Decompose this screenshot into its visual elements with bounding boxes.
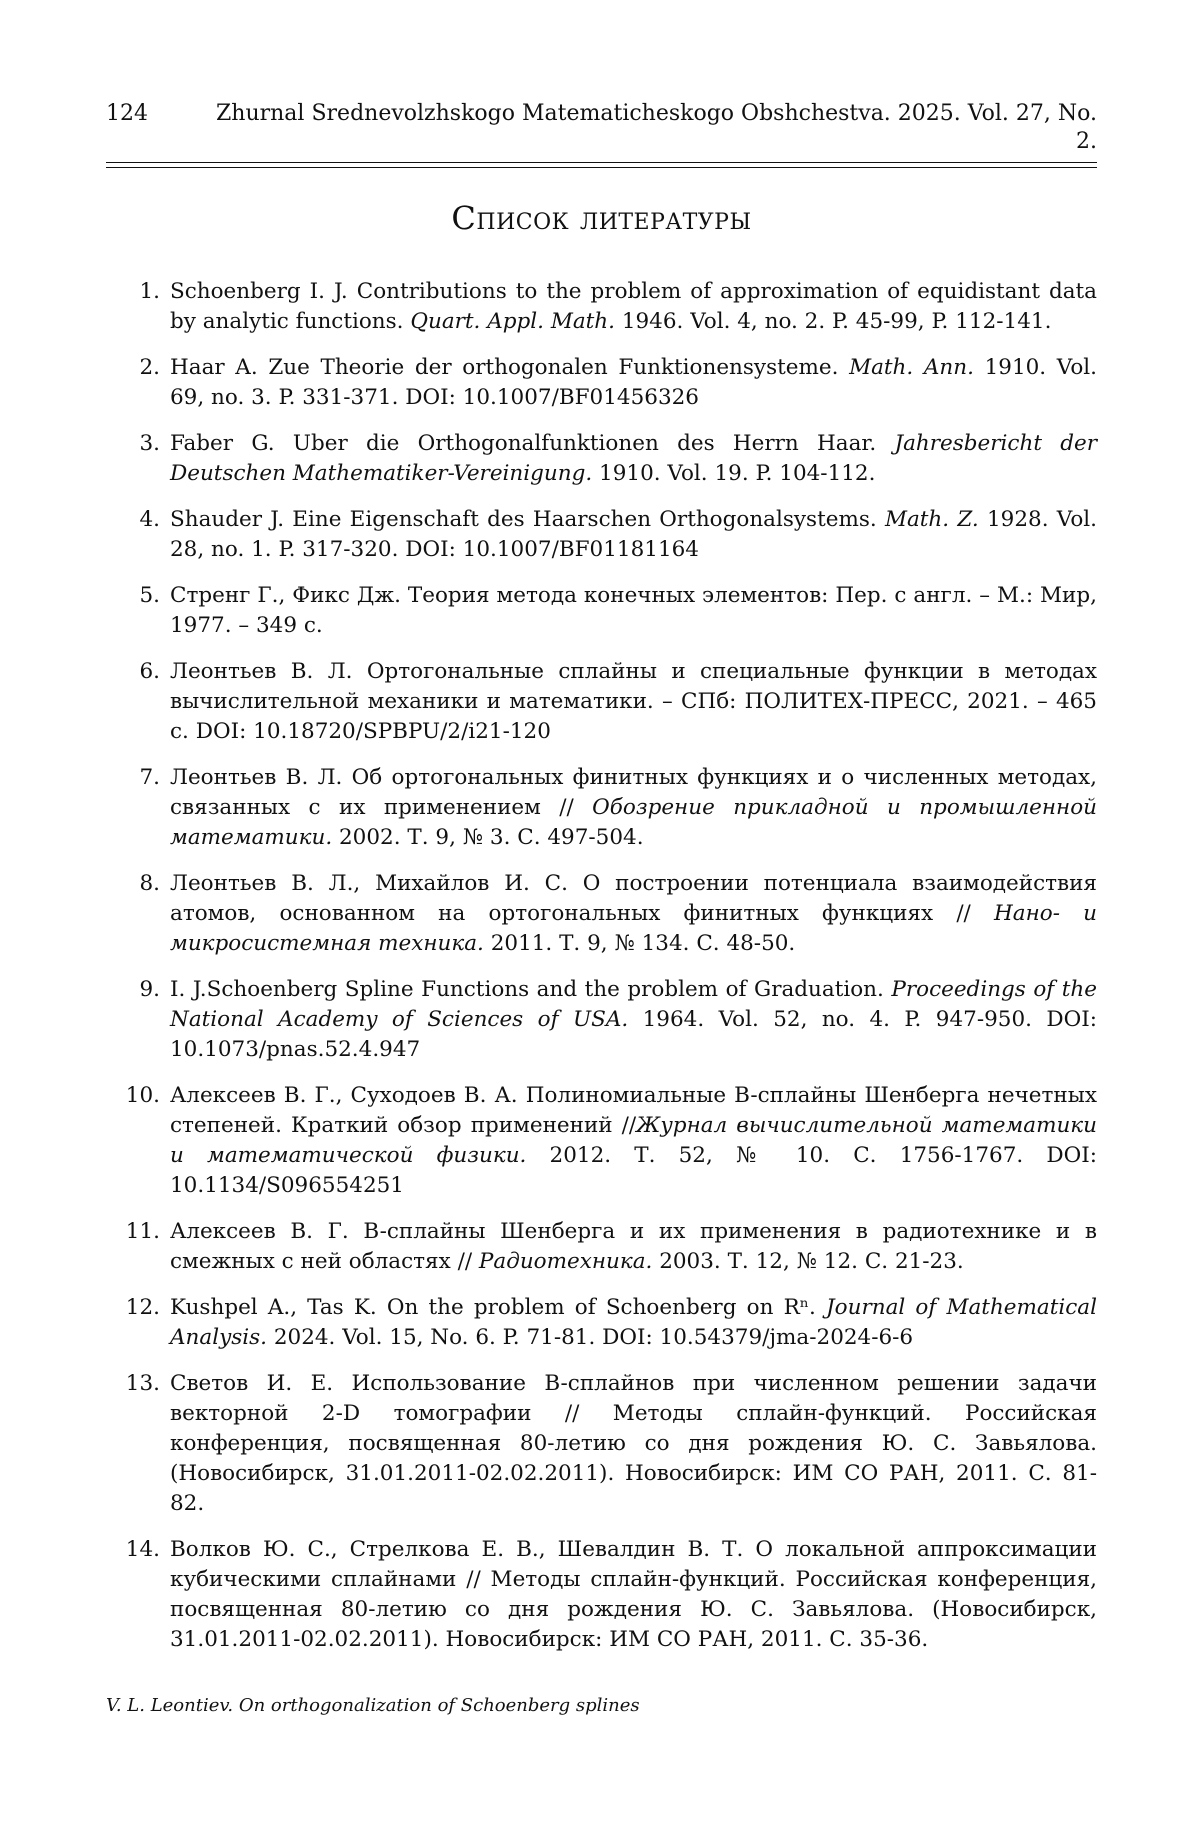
reference-source: Quart. Appl. Math. — [410, 309, 615, 334]
reference-text — [170, 1369, 1097, 1519]
reference-number: 13. — [125, 1371, 160, 1396]
reference-item — [106, 277, 1097, 337]
reference-text — [170, 657, 1097, 747]
reference-source: Journal of Mathematical Analysis. — [170, 1295, 1097, 1350]
reference-number: 10. — [125, 1083, 160, 1108]
footer-note: V. L. Leontiev. On orthogonalization of Schoenberg splines — [106, 1695, 640, 1716]
reference-source: Обозрение прикладной и промышленной математики. — [170, 795, 1097, 850]
reference-text-details: 1928. Vol. 28, no. 1. P. 317-320. DOI: 10.1007/BF01181164 — [170, 507, 1097, 562]
reference-number: 5. — [139, 583, 160, 608]
reference-item — [106, 975, 1097, 1065]
reference-text-details: 1910. Vol. 69, no. 3. P. 331-371. DOI: 10.1007/BF01456326 — [170, 355, 1097, 410]
reference-text — [170, 975, 1097, 1065]
reference-item — [106, 505, 1097, 565]
reference-item — [106, 657, 1097, 747]
reference-text-plain: Shauder J. Eine Eigenschaft des Haarschen Orthogonalsystems. — [170, 507, 885, 532]
reference-source: Журнал вычислительной математики и математической физики. — [170, 1113, 1097, 1168]
reference-text-plain: Стренг Г., Фикс Дж. Теория метода конечных элементов: Пер. с англ. – М.: Мир, 1977. – 349 с. — [170, 583, 1097, 638]
reference-text — [170, 505, 1097, 565]
reference-text-details: 2024. Vol. 15, No. 6. P. 71-81. DOI: 10.54379/jma-2024-6-6 — [267, 1325, 914, 1350]
reference-text-plain: Светов И. Е. Использование B-сплайнов при численном решении задачи векторной 2-D томографии // Методы сплайн-функций. Российская конференция, посвященная 80-летию со дня рождения Ю. С. Завьялова. (Новосибирск, 31.01.2011-02.02.2011). Новосибирск: ИМ СО РАН, 2011. С. 81-82. — [170, 1371, 1097, 1516]
reference-text-plain: Haar A. Zue Theorie der orthogonalen Funktionensysteme. — [170, 355, 850, 380]
reference-text-details: 2011. Т. 9, № 134. С. 48-50. — [483, 931, 796, 956]
reference-text-details: 1964. Vol. 52, no. 4. P. 947-950. DOI: 10.1073/pnas.52.4.947 — [170, 1007, 1097, 1062]
page-number: 124 — [106, 101, 148, 126]
reference-number: 14. — [125, 1537, 160, 1562]
reference-text — [170, 353, 1097, 413]
reference-item — [106, 353, 1097, 413]
reference-item — [106, 1293, 1097, 1353]
reference-item — [106, 1369, 1097, 1519]
running-head — [106, 100, 1097, 163]
reference-text-details: 2003. Т. 12, № 12. С. 21-23. — [652, 1249, 964, 1274]
reference-text-plain: Леонтьев В. Л. Об ортогональных финитных функциях и о численных методах, связанных с их применением // — [170, 765, 1097, 820]
reference-source: Радиотехника. — [478, 1249, 653, 1274]
page — [106, 100, 1097, 1716]
reference-text — [170, 869, 1097, 959]
reference-text — [170, 1081, 1097, 1201]
reference-text-details: 1910. Vol. 19. P. 104-112. — [592, 461, 876, 486]
reference-text-details: 2002. Т. 9, № 3. С. 497-504. — [332, 825, 644, 850]
reference-text-plain: Schoenberg I. J. Contributions to the problem of approximation of equidistant data by analytic functions. — [170, 279, 1097, 334]
reference-text — [170, 1293, 1097, 1353]
reference-text-plain: Faber G. Uber die Orthogonalfunktionen des Herrn Haar. — [170, 431, 895, 456]
reference-text-plain: Kushpel A., Tas K. On the problem of Schoenberg on Rⁿ. — [170, 1295, 827, 1320]
reference-text — [170, 1217, 1097, 1277]
reference-item — [106, 1081, 1097, 1201]
reference-text-plain: Алексеев В. Г., Суходоев В. А. Полиномиальные B-сплайны Шенберга нечетных степеней. Краткий обзор применений // — [170, 1083, 1097, 1138]
reference-text — [170, 581, 1097, 641]
journal-title: Zhurnal Srednevolzhskogo Matematicheskogo Obshchestva. 2025. Vol. 27, No. 2. — [216, 101, 1097, 154]
reference-source: Proceedings of the National Academy of Sciences of USA. — [170, 977, 1097, 1032]
reference-source: Нано- и микросистемная техника. — [170, 901, 1098, 956]
section-title: Список литературы — [451, 199, 752, 237]
reference-number: 8. — [139, 871, 160, 896]
reference-text-plain: Леонтьев В. Л., Михайлов И. С. О построении потенциала взаимодействия атомов, основанном на ортогональных финитных функциях // — [170, 871, 1097, 926]
reference-item — [106, 1217, 1097, 1277]
reference-number: 11. — [125, 1219, 160, 1244]
reference-text-plain: Алексеев В. Г. B-сплайны Шенберга и их применения в радиотехнике и в смежных с ней областях // — [170, 1219, 1097, 1274]
reference-source: Math. Z. — [884, 507, 979, 532]
reference-text — [170, 429, 1097, 489]
reference-text-details: 1946. Vol. 4, no. 2. P. 45-99, P. 112-141. — [614, 309, 1052, 334]
reference-number: 12. — [125, 1295, 160, 1320]
reference-list — [106, 277, 1097, 1655]
reference-text-details: 2012. Т. 52, № 10. С. 1756-1767. DOI: 10.1134/S096554251 — [170, 1143, 1097, 1198]
reference-number: 3. — [139, 431, 160, 456]
reference-source: Math. Ann. — [849, 355, 974, 380]
reference-item — [106, 581, 1097, 641]
reference-number: 9. — [139, 977, 160, 1002]
reference-text — [170, 277, 1097, 337]
reference-number: 6. — [139, 659, 160, 684]
reference-text-plain: I. J.Schoenberg Spline Functions and the problem of Graduation. — [170, 977, 892, 1002]
reference-number: 7. — [139, 765, 160, 790]
reference-item — [106, 763, 1097, 853]
reference-number: 1. — [139, 279, 160, 304]
reference-item — [106, 429, 1097, 489]
reference-item — [106, 1535, 1097, 1655]
reference-source: Jahresbericht der Deutschen Mathematiker-Vereinigung. — [170, 431, 1098, 486]
reference-text — [170, 1535, 1097, 1655]
reference-number: 4. — [139, 507, 160, 532]
reference-text — [170, 763, 1097, 853]
reference-item — [106, 869, 1097, 959]
reference-text-plain: Волков Ю. С., Стрелкова Е. В., Шевалдин В. Т. О локальной аппроксимации кубическими сплайнами // Методы сплайн-функций. Российская конференция, посвященная 80-летию со дня рождения Ю. С. Завьялова. (Новосибирск, 31.01.2011-02.02.2011). Новосибирск: ИМ СО РАН, 2011. С. 35-36. — [170, 1537, 1097, 1652]
reference-number: 2. — [139, 355, 160, 380]
reference-text-plain: Леонтьев В. Л. Ортогональные сплайны и специальные функции в методах вычислительной механики и математики. – СПб: ПОЛИТЕХ-ПРЕСС, 2021. – 465 с. DOI: 10.18720/SPBPU/2/i21-120 — [170, 659, 1097, 744]
